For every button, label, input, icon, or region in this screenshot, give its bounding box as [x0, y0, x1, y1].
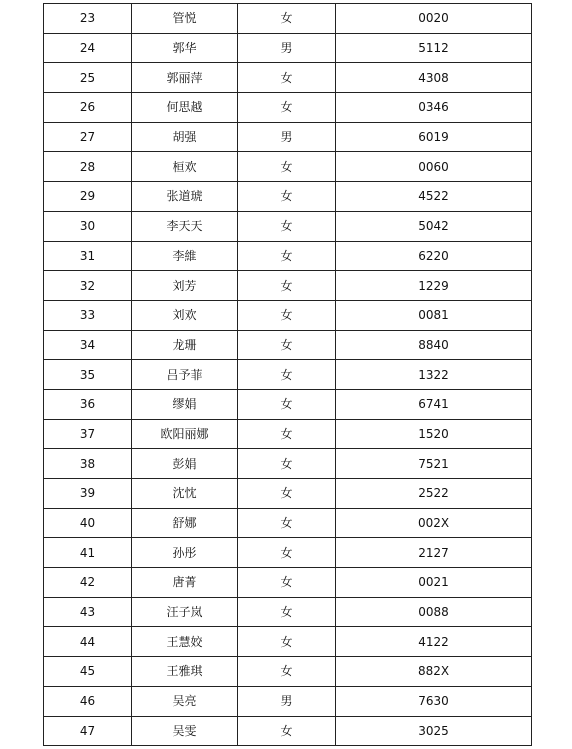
id-suffix: 2522 — [336, 479, 532, 509]
id-suffix: 3025 — [336, 716, 532, 746]
row-number: 26 — [44, 93, 132, 123]
student-name: 桓欢 — [132, 152, 238, 182]
student-gender: 女 — [238, 597, 336, 627]
student-name: 李維 — [132, 241, 238, 271]
row-number: 44 — [44, 627, 132, 657]
student-gender: 男 — [238, 33, 336, 63]
table-row — [44, 657, 532, 687]
student-gender: 女 — [238, 657, 336, 687]
student-name: 缪娟 — [132, 389, 238, 419]
student-name: 何思越 — [132, 93, 238, 123]
student-name: 沈忱 — [132, 479, 238, 509]
table-row — [44, 33, 532, 63]
id-suffix: 0060 — [336, 152, 532, 182]
row-number: 42 — [44, 568, 132, 598]
table-row — [44, 686, 532, 716]
table-row — [44, 330, 532, 360]
student-gender: 女 — [238, 389, 336, 419]
student-gender: 女 — [238, 508, 336, 538]
table-row — [44, 241, 532, 271]
student-gender: 女 — [238, 479, 336, 509]
table-row — [44, 508, 532, 538]
row-number: 29 — [44, 182, 132, 212]
id-suffix: 8840 — [336, 330, 532, 360]
student-name: 刘欢 — [132, 300, 238, 330]
table-row — [44, 479, 532, 509]
student-gender: 女 — [238, 360, 336, 390]
row-number: 24 — [44, 33, 132, 63]
id-suffix: 002X — [336, 508, 532, 538]
row-number: 40 — [44, 508, 132, 538]
row-number: 37 — [44, 419, 132, 449]
id-suffix: 5112 — [336, 33, 532, 63]
student-gender: 女 — [238, 4, 336, 34]
row-number: 28 — [44, 152, 132, 182]
row-number: 32 — [44, 271, 132, 301]
student-gender: 女 — [238, 93, 336, 123]
table-row — [44, 152, 532, 182]
student-name: 李天天 — [132, 211, 238, 241]
student-gender: 女 — [238, 182, 336, 212]
id-suffix: 2127 — [336, 538, 532, 568]
student-name: 郭华 — [132, 33, 238, 63]
student-gender: 女 — [238, 419, 336, 449]
table-row — [44, 300, 532, 330]
student-name: 唐菁 — [132, 568, 238, 598]
student-gender: 女 — [238, 449, 336, 479]
id-suffix: 0081 — [336, 300, 532, 330]
id-suffix: 7630 — [336, 686, 532, 716]
student-gender: 女 — [238, 241, 336, 271]
student-name: 郭丽萍 — [132, 63, 238, 93]
table-row — [44, 271, 532, 301]
table-row — [44, 716, 532, 746]
row-number: 43 — [44, 597, 132, 627]
id-suffix: 1322 — [336, 360, 532, 390]
student-name: 吕予菲 — [132, 360, 238, 390]
id-suffix: 6741 — [336, 389, 532, 419]
row-number: 45 — [44, 657, 132, 687]
table-row — [44, 211, 532, 241]
student-name: 张道琥 — [132, 182, 238, 212]
row-number: 23 — [44, 4, 132, 34]
student-name: 舒娜 — [132, 508, 238, 538]
row-number: 33 — [44, 300, 132, 330]
row-number: 47 — [44, 716, 132, 746]
student-name: 王雅琪 — [132, 657, 238, 687]
student-gender: 女 — [238, 716, 336, 746]
student-name: 欧阳丽娜 — [132, 419, 238, 449]
id-suffix: 0021 — [336, 568, 532, 598]
student-gender: 女 — [238, 300, 336, 330]
table-row — [44, 597, 532, 627]
id-suffix: 6220 — [336, 241, 532, 271]
student-gender: 男 — [238, 122, 336, 152]
student-gender: 女 — [238, 63, 336, 93]
table-row — [44, 122, 532, 152]
id-suffix: 0020 — [336, 4, 532, 34]
id-suffix: 1520 — [336, 419, 532, 449]
id-suffix: 6019 — [336, 122, 532, 152]
student-gender: 男 — [238, 686, 336, 716]
row-number: 27 — [44, 122, 132, 152]
table-row — [44, 93, 532, 123]
student-gender: 女 — [238, 152, 336, 182]
table-row — [44, 449, 532, 479]
id-suffix: 4308 — [336, 63, 532, 93]
id-suffix: 7521 — [336, 449, 532, 479]
id-suffix: 0088 — [336, 597, 532, 627]
table-row — [44, 538, 532, 568]
table-row — [44, 389, 532, 419]
table-row — [44, 419, 532, 449]
student-name: 孙彤 — [132, 538, 238, 568]
student-gender: 女 — [238, 568, 336, 598]
row-number: 31 — [44, 241, 132, 271]
student-gender: 女 — [238, 538, 336, 568]
student-name: 王慧姣 — [132, 627, 238, 657]
student-name: 龙珊 — [132, 330, 238, 360]
roster-body — [44, 4, 532, 746]
row-number: 36 — [44, 389, 132, 419]
table-row — [44, 4, 532, 34]
student-gender: 女 — [238, 627, 336, 657]
student-gender: 女 — [238, 330, 336, 360]
student-gender: 女 — [238, 211, 336, 241]
row-number: 30 — [44, 211, 132, 241]
id-suffix: 4122 — [336, 627, 532, 657]
row-number: 39 — [44, 479, 132, 509]
student-name: 吴雯 — [132, 716, 238, 746]
table-row — [44, 568, 532, 598]
student-name: 汪子岚 — [132, 597, 238, 627]
row-number: 34 — [44, 330, 132, 360]
student-name: 管悦 — [132, 4, 238, 34]
table-row — [44, 63, 532, 93]
student-name: 胡强 — [132, 122, 238, 152]
row-number: 35 — [44, 360, 132, 390]
id-suffix: 4522 — [336, 182, 532, 212]
id-suffix: 1229 — [336, 271, 532, 301]
row-number: 38 — [44, 449, 132, 479]
id-suffix: 882X — [336, 657, 532, 687]
id-suffix: 5042 — [336, 211, 532, 241]
student-name: 吴亮 — [132, 686, 238, 716]
table-row — [44, 360, 532, 390]
roster-table — [43, 3, 532, 746]
id-suffix: 0346 — [336, 93, 532, 123]
row-number: 46 — [44, 686, 132, 716]
student-gender: 女 — [238, 271, 336, 301]
row-number: 25 — [44, 63, 132, 93]
table-row — [44, 182, 532, 212]
student-name: 彭娟 — [132, 449, 238, 479]
row-number: 41 — [44, 538, 132, 568]
student-name: 刘芳 — [132, 271, 238, 301]
table-row — [44, 627, 532, 657]
